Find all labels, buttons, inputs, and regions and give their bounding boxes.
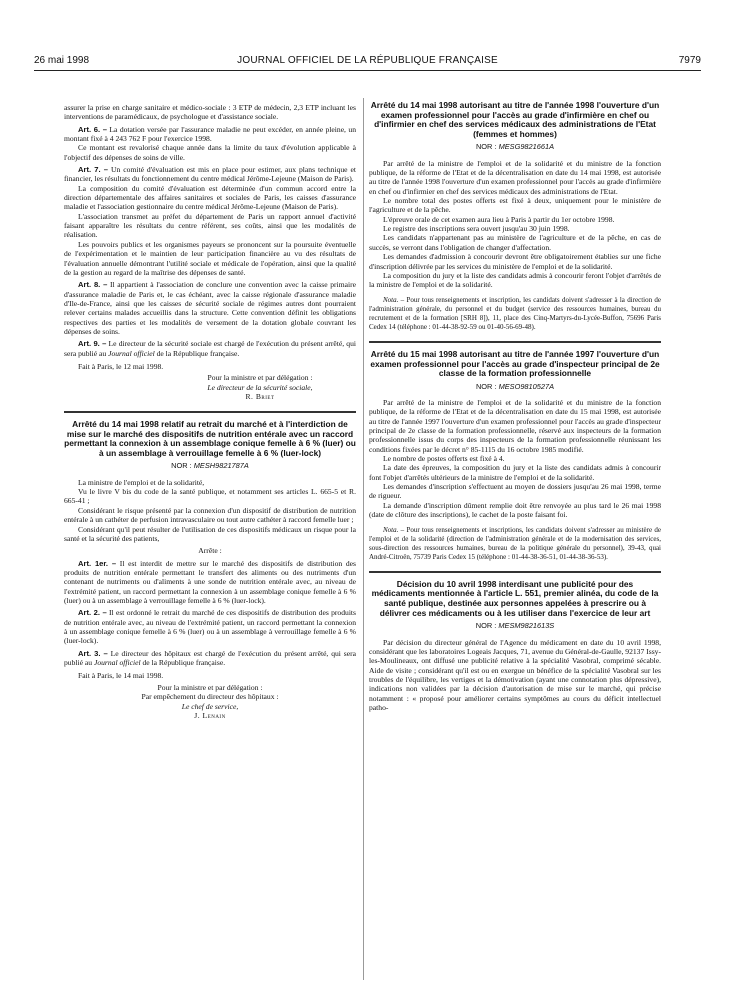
header-title: JOURNAL OFFICIEL DE LA RÉPUBLIQUE FRANÇAISE — [237, 55, 498, 66]
signature-name: R. Briet — [245, 392, 275, 402]
article-6-paragraph-2: Ce montant est revalorisé chaque année dans la limite du taux d'évolution applicable à l'objectif des dépenses de soins de ville. — [64, 143, 356, 162]
decree-3-paragraph-1: Par arrêté de la ministre de l'emploi et de la solidarité et du ministre de la fonction publique, de la réforme de l'Etat et de la décentralisation en date du 14 mai 1998, est autorisée au titre de l'année 1998 l'ouverture d'un examen professionnel pour l'accès au grade d'infirmière en chef ou d'infirmier en chef des services médicaux des administrations de l'Etat. — [369, 158, 661, 196]
decree-separator-2 — [369, 341, 661, 343]
decree-2-article-2-text: Il est ordonné le retrait du marché de ces dispositifs de distribution des produits de nutrition entérale avec, au niveau de l'extrémité patient, un raccord permettant la connexion à un assemblage conique femelle à 6 % (luer) ou à un assemblage à verrouillage femelle à 6 % (luer-lock). — [64, 608, 356, 646]
decree-5-title: Décision du 10 avril 1998 interdisant une publicité pour des médicaments mentionnée à l'article L. 551, premier alinéa, du code de la santé publique, destinée aux personnes appelées à prescrire ou à délivrer ces médicaments ou à les utiliser dans l'exercice de leur art — [371, 578, 659, 618]
article-7 — [64, 165, 356, 184]
article-6-text: La dotation versée par l'assurance maladie ne peut excéder, en année pleine, un montant fixé à 4 243 762 F pour l'exercice 1998. — [64, 124, 356, 144]
decree-2-signed-at: Fait à Paris, le 14 mai 1998. — [78, 671, 164, 681]
decree-5-nor: NOR : MESM9821613S — [475, 621, 555, 631]
signature-line-2: Le directeur de la sécurité sociale, — [207, 382, 313, 392]
decree-3-paragraph-7: La composition du jury et la liste des candidats admis à concourir feront l'objet d'arrêtés de la ministre de l'emploi et de la solidarité. — [369, 270, 661, 290]
decree-2-arrete: Arrête : — [198, 546, 222, 556]
decree-2-article-2-label: Art. 2. – — [78, 608, 107, 618]
decree-2-signature — [64, 683, 356, 721]
decree-2-article-1-label: Art. 1er. – — [78, 558, 117, 568]
decree-3-nor: NOR : MESG9821661A — [475, 142, 555, 152]
article-9-text-b: de la République française. — [154, 348, 240, 358]
right-column — [369, 101, 661, 712]
decree-3-paragraph-2: Le nombre total des postes offerts est fixé à deux, uniquement pour le ministère de l'agriculture et de la pêche. — [369, 196, 661, 215]
article-7-paragraph-4: Les pouvoirs publics et les organismes payeurs se prononcent sur la poursuite éventuelle de l'expérimentation et le maintien de leur participation financière au vu des résultats de l'évaluation annuelle démontrant l'utilité sociale et médicale de l'opération, ainsi que la qualité de la gestion au regard de la maîtrise des dépenses de santé. — [64, 239, 356, 277]
decree-4-title: Arrêté du 15 mai 1998 autorisant au titre de l'année 1997 l'ouverture d'un examen professionnel pour l'accès au grade d'inspecteur principal de 2e classe de la formation professionnelle — [370, 348, 660, 379]
article-9-text-a: Le directeur de la sécurité sociale est chargé de l'exécution du présent arrêté, qui sera publié au — [64, 339, 356, 358]
decree-2-signature-line-1: Pour la ministre et par délégation : — [157, 682, 263, 692]
decree-2-article-3-label: Art. 3. – — [78, 648, 108, 658]
decree-4-note — [369, 526, 661, 562]
decree-4-note-text: – Pour tous renseignements et inscriptions, les candidats doivent s'adresser au ministère de l'emploi et de la solidarité (direction de l'administration générale et de la modernisation des services, sous-direction des ressources humaines, bureau de la politique générale du personnel), 39-43, quai André-Citroën, 75739 Paris Cedex 15 (téléphone : 01-44-38-36-51, 01-44-38-36-53). — [369, 525, 661, 561]
article-9 — [64, 339, 356, 358]
decree-2-nor: NOR : MESH9821787A — [171, 461, 249, 471]
decree-2-article-1-text: Il est interdit de mettre sur le marché des dispositifs de distribution des produits de nutrition entérale permettant le transfert des aliments ou des nutriments d'un contenant de nutriments ou d'aliments à une sonde de nutrition entérale avec, au niveau de l'extrémité patient, un raccord permettant la connexion à un assemblage conique femelle à 6 % (luer) ou à un assemblage à verrouillage femelle à 6 % (luer-lock). — [64, 558, 356, 605]
column-divider — [363, 98, 364, 980]
decree-3-title: Arrêté du 14 mai 1998 autorisant au titre de l'année 1998 l'ouverture d'un examen professionnel pour l'accès au grade d'infirmière en chef ou d'infirmier en chef des services médicaux des administrations de l'Etat (femmes et hommes) — [370, 100, 660, 139]
decree-2-article-3-journal: Journal officiel — [93, 657, 141, 667]
page-header — [34, 55, 701, 69]
decree-2-signature-name: J. Lenain — [194, 711, 226, 721]
decree-separator — [64, 411, 356, 413]
article-9-journal: Journal officiel — [108, 348, 155, 358]
decree-4-paragraph-4: Les demandes d'inscription s'effectuent au moyen de dossiers jusqu'au 26 mai 1998, terme de rigueur. — [369, 482, 661, 501]
article-6 — [64, 125, 356, 144]
decree-2-signature-line-3: Le chef de service, — [181, 701, 239, 711]
decree-3-paragraph-4: Le registre des inscriptions sera ouvert jusqu'au 30 juin 1998. — [383, 224, 570, 234]
decree-4-note-label: Nota. — [383, 525, 399, 534]
article-7-paragraph-3: L'association transmet au préfet du département de Paris un rapport annuel d'activité faisant apparaître les résultats du centre référent, ses coûts, ainsi que les modalités de réalisation. — [64, 211, 356, 240]
decree-2-title: Arrêté du 14 mai 1998 relatif au retrait du marché et à l'interdiction de mise sur le marché des dispositifs de nutrition entérale avec un raccord permettant la connexion à un assemblage conique femelle à 6 % (luer) ou à un assemblage à verrouillage femelle à 6 % (luer-lock) — [64, 419, 356, 458]
decree-2-signature-line-2: Par empêchement du directeur des hôpitaux : — [141, 692, 279, 702]
decree-3-paragraph-6: Les demandes d'admission à concourir devront être obligatoirement établies sur une fiche d'inscription délivrée par les services du ministère de l'emploi et de la solidarité. — [369, 252, 661, 271]
decree-2-article-2 — [64, 608, 356, 645]
signature-line-1: Pour la ministre et par délégation : — [207, 373, 313, 383]
decree-2-article-3-text-b: de la République française. — [140, 657, 226, 667]
header-date: 26 mai 1998 — [34, 55, 90, 66]
article-8-text: Il appartient à l'association de conclure une convention avec la caisse primaire d'assurance maladie de Paris et, le cas échéant, avec la caisse régionale d'assurance maladie d'Ile-de-France, ainsi que les caisses de sécurité sociale de régimes autres dont pourraient relever certains malades accueillis dans la structure. Cette convention définit les obligations respectives des parties et les modalités de versement de la dotation globale couvrant les dépenses de soins. — [64, 280, 356, 336]
header-rule — [34, 70, 701, 71]
article-9-label: Art. 9. – — [78, 339, 107, 349]
decree-4-paragraph-3: La date des épreuves, la composition du jury et la liste des candidats admis à concourir font l'objet d'arrêtés ultérieurs de la ministre de l'emploi et de la solidarité. — [369, 463, 661, 482]
decree-3-paragraph-3: L'épreuve orale de cet examen aura lieu à Paris à partir du 1er octobre 1998. — [383, 214, 615, 224]
decree-4-paragraph-1: Par arrêté de la ministre de l'emploi et de la solidarité et du ministre de la fonction publique, de la réforme de l'Etat et de la décentralisation en date du 15 mai 1998, est autorisée au titre de l'année 1997 l'ouverture d'un examen professionnel pour l'accès au grade d'inspecteur principal de 2e classe de la formation professionnelle, réservé aux inspecteurs de la formation professionnelle issus du corps des inspecteurs de la formation professionnelle réunissant les conditions fixées par le décret n° 85-1115 du 16 octobre 1985 modifié. — [369, 398, 661, 454]
decree-5-paragraph-1: Par décision du directeur général de l'Agence du médicament en date du 10 avril 1998, considérant que les laboratoires Logeais Jacques, 71, avenue du Général-de-Gaulle, 92137 Issy-les-Moulineaux, ont diffusé une publicité relative à la spécialité Vasobral, comprimé sécable. Aide de visite ; considérant qu'il est ou en exergue un bénéfice de la spécialité Vasobral sur les troubles de l'équilibre, les vertiges et la démotivation (ayant une connotation plus dépressive), indications non validées par la décision d'autorisation de mise sur le marché, qui précise notamment : « proposé pour améliorer certains symptômes au cours du déficit intellectuel patho- — [369, 637, 661, 712]
left-column — [64, 103, 356, 721]
article-8 — [64, 280, 356, 336]
decree-3-note — [369, 296, 661, 332]
decree-4-nor: NOR : MESO9810527A — [475, 381, 555, 391]
decree-separator-3 — [369, 571, 661, 573]
decree-4-paragraph-5: La demande d'inscription dûment remplie doit être renvoyée au plus tard le 26 mai 1998 (date de clôture des inscriptions), le cachet de la poste faisant foi. — [369, 500, 661, 520]
decree-3-note-label: Nota. — [383, 295, 399, 304]
article-6-label: Art. 6. – — [78, 124, 107, 134]
article-7-text: Un comité d'évaluation est mis en place pour estimer, aux plans technique et financier, les résultats du fonctionnement du centre médical Jérôme-Lejeune (Maison de Paris). — [64, 165, 356, 184]
decree-2-article-3 — [64, 649, 356, 668]
decree-2-paragraph-4: Considérant qu'il peut résulter de l'utilisation de ces dispositifs médicaux un risque pour la santé et la sécurité des patients, — [64, 524, 356, 543]
signature-block — [164, 373, 356, 402]
decree-2-article-1 — [64, 559, 356, 606]
header-page-number: 7979 — [678, 55, 701, 66]
decree-2-paragraph-2: Vu le livre V bis du code de la santé publique, et notamment ses articles L. 665-5 et R. 665-41 ; — [64, 487, 356, 506]
intro-paragraph: assurer la prise en charge sanitaire et médico-sociale : 3 ETP de médecin, 2,3 ETP incluant les interventions de paramédicaux, de psychologue et d'assistance sociale. — [64, 103, 356, 122]
decree-2-paragraph-1: La ministre de l'emploi et de la solidarité, — [78, 477, 205, 487]
article-7-paragraph-2: La composition du comité d'évaluation est déterminée d'un commun accord entre la direction départementale des affaires sanitaires et sociales de Paris, les caisses d'assurance maladie et l'association gestionnaire du centre médical Jérôme-Lejeune (Maison de Paris). — [64, 183, 356, 212]
decree-4-paragraph-2: Le nombre de postes offerts est fixé à 4. — [383, 454, 505, 464]
article-7-label: Art. 7. – — [78, 165, 109, 175]
signed-at: Fait à Paris, le 12 mai 1998. — [78, 361, 164, 371]
article-8-label: Art. 8. – — [78, 280, 108, 290]
decree-2-paragraph-3: Considérant le risque présenté par la connexion d'un dispositif de distribution de nutrition entérale à un cathéter de perfusion intravasculaire ou tout autre cathéter à raccord femelle luer ; — [64, 505, 356, 525]
decree-3-note-text: – Pour tous renseignements et inscription, les candidats doivent s'adresser à la direction de l'administration générale, du personnel et du budget (service des ressources humaines, bureau du recrutement et de la formation [SRH 8]), 11, place des Cinq-Martyrs-du-Lycée-Buffon, 75696 Paris Cedex 14 (téléphone : 01-44-38-92-59 ou 01-40-56-69-48). — [369, 295, 661, 331]
decree-3-paragraph-5: Les candidats n'appartenant pas au ministère de l'agriculture et de la pêche, en cas de succès, se verront dans l'obligation de changer d'affectation. — [369, 233, 661, 252]
decree-2-article-3-text-a: Le directeur des hôpitaux est chargé de l'exécution du présent arrêté, qui sera publié au — [64, 648, 356, 667]
